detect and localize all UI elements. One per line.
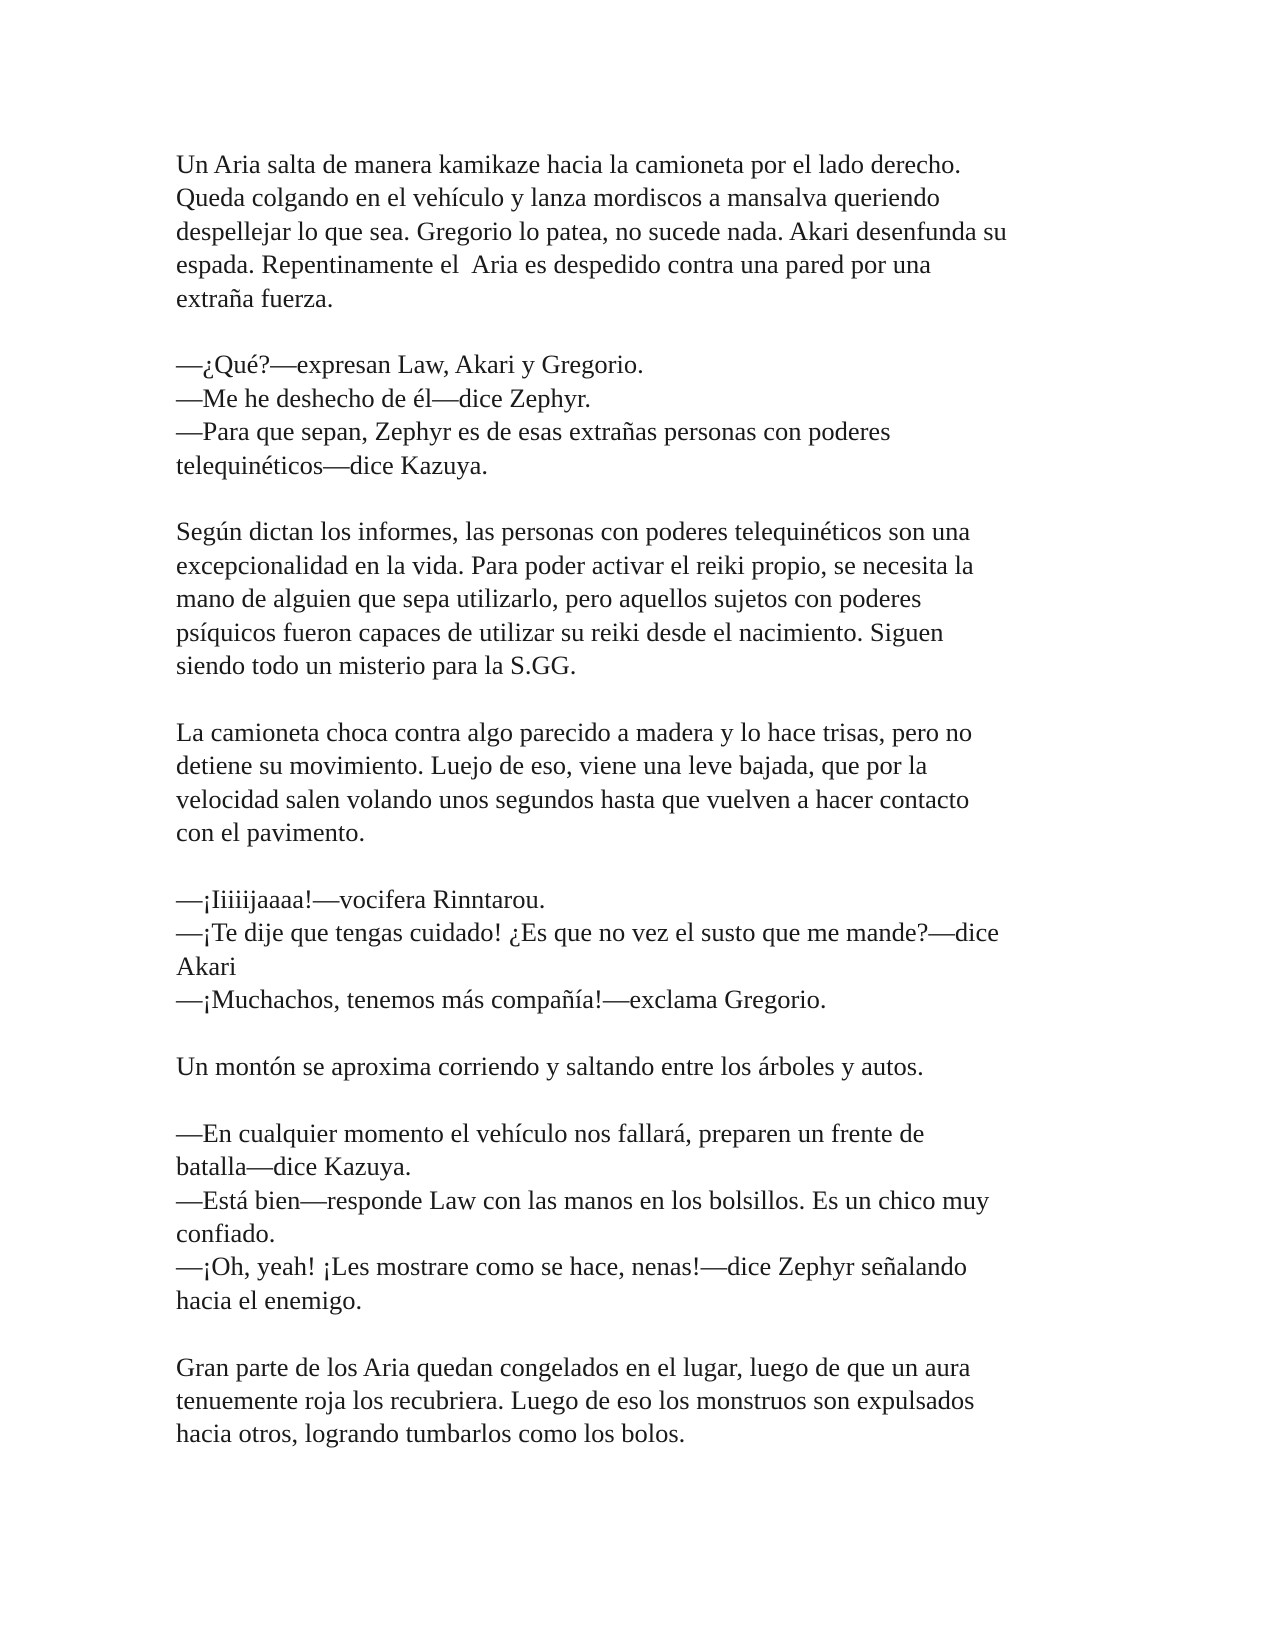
dialogue-zephyr-telekinesis: —¿Qué?—expresan Law, Akari y Gregorio. —Me he deshecho de él—dice Zephyr. —Para que sepan, Zephyr es de esas extrañas personas con poderes telequinéticos—dice Kazuya.: [176, 349, 891, 480]
paragraph-truck-crash: La camioneta choca contra algo parecido a madera y lo hace trisas, pero no detiene su movimiento. Luejo de eso, viene una leve bajada, que por la velocidad salen volando unos segundos hasta que vuelven a hacer contacto con el pavimento.: [176, 716, 973, 848]
paragraph-aria-attack: Un Aria salta de manera kamikaze hacia la camioneta por el lado derecho. Queda colgando en el vehículo y lanza mordiscos a mansalva queriendo despellejar lo que sea. Gregorio lo patea, no sucede nada. Akari desenfunda su espada. Repentinamente el Aria es despedido contra una pared por una extraña fuerza.: [176, 149, 1007, 313]
paragraph-red-aura: Gran parte de los Aria quedan congelados en el lugar, luego de que un aura tenuemente roja los recubriera. Luego de eso los monstruos son expulsados hacia otros, logrando tumbarlos como los bolos.: [176, 1351, 975, 1449]
dialogue-rinntarou-akari: —¡Iiiiijaaaa!—vocifera Rinntarou. —¡Te dije que tengas cuidado! ¿Es que no vez el susto que me mande?—dice Akari —¡Muchachos, tenemos más compañía!—exclama Gregorio.: [176, 883, 1000, 1015]
paragraph-spacer: [176, 1083, 1106, 1116]
paragraph-spacer: [176, 682, 1106, 715]
dialogue-battle-front: —En cualquier momento el vehículo nos fallará, preparen un frente de batalla—dice Kazuya. —Está bien—responde Law con las manos en los bolsillos. Es un chico muy confiado. —¡Oh, yeah! ¡Les mostrare como se hace, nenas!—dice Zephyr señalando hacia el enemigo.: [176, 1117, 990, 1315]
paragraph-spacer: [176, 1317, 1106, 1350]
paragraph-spacer: [176, 315, 1106, 348]
document-body: [176, 148, 1106, 1451]
paragraph-telekinetic-powers: Según dictan los informes, las personas con poderes telequinéticos son una excepcionalidad en la vida. Para poder activar el reiki propio, se necesita la mano de alguien que sepa utilizarlo, pero aquellos sujetos con poderes psíquicos fueron capaces de utilizar su reiki desde el nacimiento. Siguen siendo todo un misterio para la S.GG.: [176, 516, 974, 681]
paragraph-spacer: [176, 1017, 1106, 1050]
paragraph-horde-approaches: Un montón se aproxima corriendo y saltando entre los árboles y autos.: [176, 1050, 924, 1081]
paragraph-spacer: [176, 849, 1106, 882]
paragraph-spacer: [176, 482, 1106, 515]
